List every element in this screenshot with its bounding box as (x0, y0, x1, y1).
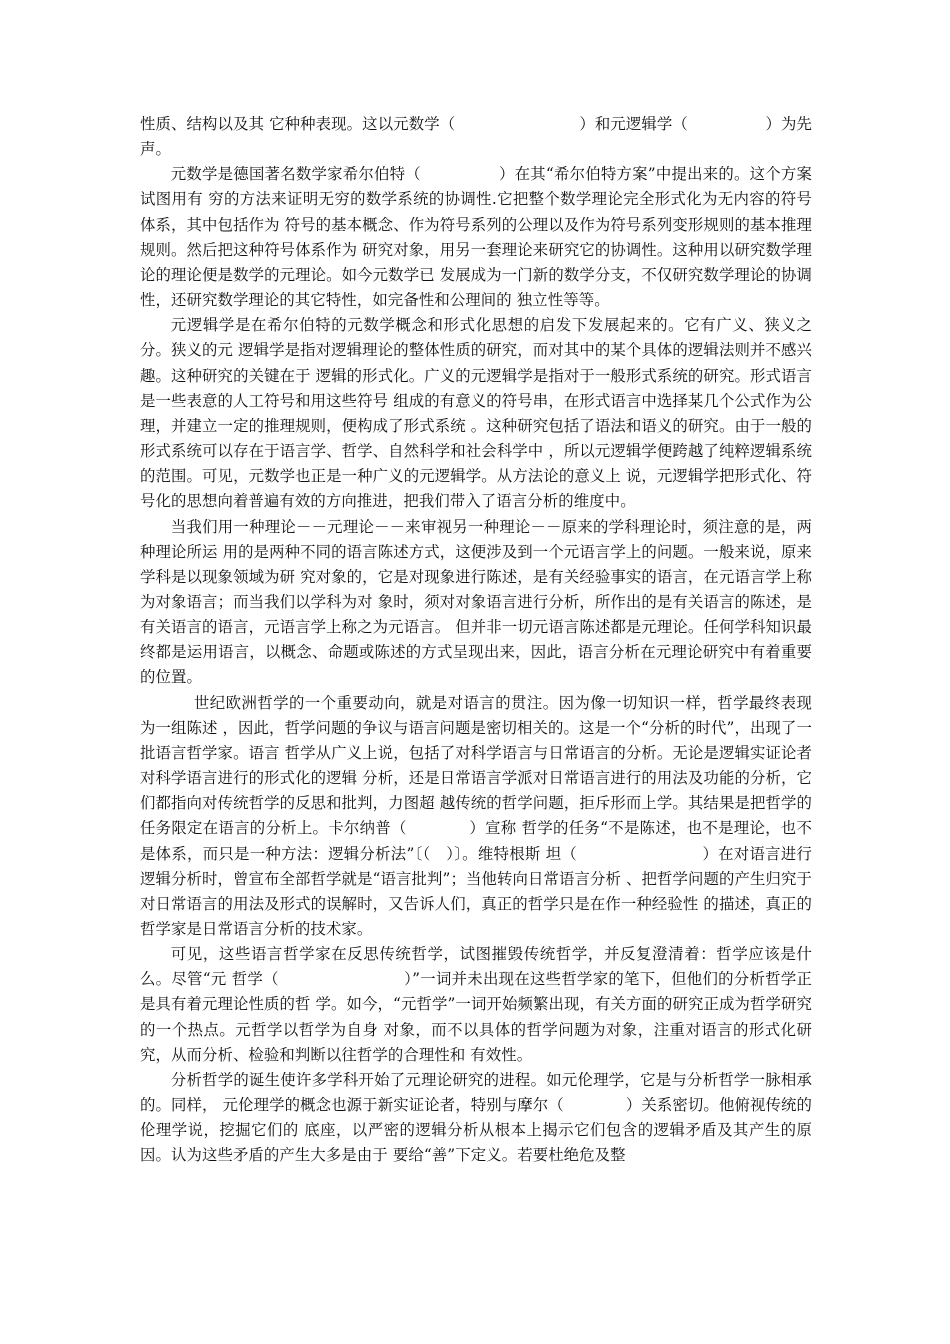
document-page (140, 112, 812, 1169)
paragraph-metalogic: 元逻辑学是在希尔伯特的元数学概念和形式化思想的启发下发展起来的。它有广义、狭义之分。狭义的元 逻辑学是指对逻辑理论的整体性质的研究，而对其中的某个具体的逻辑法则并不感兴趣。这种研究的关键在于 逻辑的形式化。广义的元逻辑学是指对于一般形式系统的研究。形式语言是一些表意的人工符号和用这些符号 组成的有意义的符号串，在形式语言中选择某几个公式作为公理，并建立一定的推理规则，便构成了形式系统 。这种研究包括了语法和语义的研究。由于一般的形式系统可以存在于语言学、哲学、自然科学和社会科学中 ，所以元逻辑学便跨越了纯粹逻辑系统的范围。可见，元数学也正是一种广义的元逻辑学。从方法论的意义上 说，元逻辑学把形式化、符号化的思想向着普遍有效的方向推进，把我们带入了语言分析的维度中。 (140, 316, 812, 511)
paragraph-metaethics: 分析哲学的诞生使许多学科开始了元理论研究的进程。如元伦理学，它是与分析哲学一脉相承的。同样， 元伦理学的概念也源于新实证论者，特别与摩尔（ ）关系密切。他俯视传统的伦理学说，挖掘它们的 底座，以严密的逻辑分析从根本上揭示它们包含的逻辑矛盾及其产生的原因。认为这些矛盾的产生大多是由于 要给“善”下定义。若要杜绝危及整 (140, 1070, 812, 1165)
paragraph-continuation: 性质、结构以及其 它种种表现。这以元数学（ ）和元逻辑学（ ）为先声。 (140, 115, 812, 159)
paragraph-metamathematics: 元数学是德国著名数学家希尔伯特（ ）在其“希尔伯特方案”中提出来的。这个方案试图用有 穷的方法来证明无穷的数学系统的协调性.它把整个数学理论完全形式化为无内容的符号体系，其中包括作为 符号的基本概念、作为符号系列的公理以及作为符号系列变形规则的基本推理规则。然后把这种符号体系作为 研究对象，用另一套理论来研究它的协调性。这种用以研究数学理论的理论便是数学的元理论。如今元数学已 发展成为一门新的数学分支，不仅研究数学理论的协调性，还研究数学理论的其它特性，如完备性和公理间的 独立性等等。 (140, 165, 812, 310)
paragraph-metalanguage: 当我们用一种理论－－元理论－－来审视另一种理论－－原来的学科理论时，须注意的是，两种理论所运 用的是两种不同的语言陈述方式，这便涉及到一个元语言学上的问题。一般来说，原来学科是以现象领域为研 究对象的，它是对现象进行陈述，是有关经验事实的语言，在元语言学上称为对象语言；而当我们以学科为对 象时，须对对象语言进行分析，所作出的是有关语言的陈述，是有关语言的语言，元语言学上称之为元语言。 但并非一切元语言陈述都是元理论。任何学科知识最终都是运用语言，以概念、命题或陈述的方式呈现出来，因此，语言分析在元理论研究中有着重要的位置。 (140, 517, 812, 687)
paragraph-metaphilosophy: 可见，这些语言哲学家在反思传统哲学，试图摧毁传统哲学，并反复澄清着：哲学应该是什么。尽管“元 哲学（ ）”一词并未出现在这些哲学家的笔下，但他们的分析哲学正是具有着元理论性质的哲 学。如今，“元哲学”一词开始频繁出现，有关方面的研究正成为哲学研究的一个热点。元哲学以哲学为自身 对象，而不以具体的哲学问题为对象，注重对语言的形式化研究，从而分析、检验和判断以往哲学的合理性和 有效性。 (140, 945, 812, 1064)
paragraph-language-philosophy: 世纪欧洲哲学的一个重要动向，就是对语言的贯注。因为像一切知识一样，哲学最终表现为一组陈述 ，因此，哲学问题的争议与语言问题是密切相关的。这是一个“分析的时代”，出现了一批语言哲学家。语言 哲学从广义上说，包括了对科学语言与日常语言的分析。无论是逻辑实证论者对科学语言进行的形式化的逻辑 分析，还是日常语言学派对日常语言进行的用法及功能的分析，它们都指向对传统哲学的反思和批判，力图超 越传统的哲学问题，拒斥形而上学。其结果是把哲学的任务限定在语言的分析上。卡尔纳普（ ）宣称 哲学的任务“不是陈述，也不是理论，也不是体系，而只是一种方法：逻辑分析法”〔（ ）〕。维特根斯 坦（ ）在对语言进行逻辑分析时，曾宣布全部哲学就是“语言批判”；当他转向日常语言分析 、把哲学问题的产生归究于对日常语言的用法及形式的误解时，又告诉人们，真正的哲学只是在作一种经验性 的描述，真正的哲学家是日常语言分析的技术家。 (140, 693, 812, 938)
